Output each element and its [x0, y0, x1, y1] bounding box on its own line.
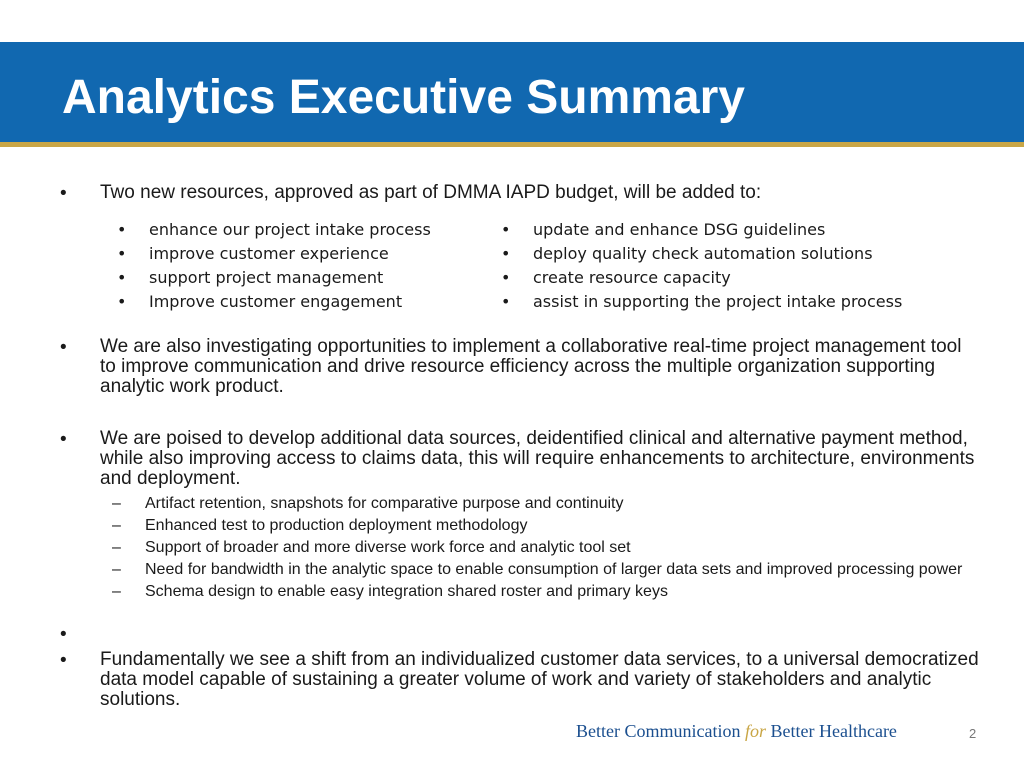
- bullet-5-text: Fundamentally we see a shift from an individualized customer data services, to a universal democratized data model capable of sustaining a greater volume of work and variety of stakeholders and analytic solutions.: [100, 649, 979, 710]
- bullet-5-glyph: •: [60, 650, 67, 671]
- list-item: – Need for bandwidth in the analytic space to enable consumption of larger data sets and improved processing power: [112, 561, 963, 578]
- footer-tagline: Better Communication for Better Healthcare: [576, 721, 897, 741]
- list-item: • create resource capacity: [501, 268, 731, 287]
- slide-title: Analytics Executive Summary: [62, 71, 745, 124]
- list-item: • assist in supporting the project intake process: [501, 292, 903, 311]
- bullet-2-text: We are also investigating opportunities to implement a collaborative real-time project management tool to improve communication and drive resource efficiency across the multiple organization supporting analytic work product.: [100, 336, 962, 397]
- list-item: – Artifact retention, snapshots for comparative purpose and continuity: [112, 495, 624, 512]
- list-item: – Schema design to enable easy integration shared roster and primary keys: [112, 583, 668, 600]
- bullet-3-text: We are poised to develop additional data sources, deidentified clinical and alternative payment method, while also improving access to claims data, this will require enhancements to architecture, environments and deployment.: [100, 428, 975, 489]
- list-item: • Improve customer engagement: [117, 292, 403, 311]
- list-item: • improve customer experience: [117, 244, 389, 263]
- list-item: • deploy quality check automation solutions: [501, 244, 873, 263]
- list-item: – Enhanced test to production deployment methodology: [112, 517, 528, 534]
- bullet-1-col-1: [117, 218, 431, 314]
- bullet-3-glyph: •: [60, 429, 67, 450]
- bullet-1-text: Two new resources, approved as part of DMMA IAPD budget, will be added to:: [100, 182, 762, 203]
- bullet-4-glyph: •: [60, 624, 67, 645]
- list-item: • update and enhance DSG guidelines: [501, 220, 826, 239]
- list-item: • enhance our project intake process: [117, 220, 431, 239]
- bullet-1-col-2: [501, 218, 902, 314]
- title-underline: [0, 142, 1024, 147]
- bullet-2-glyph: •: [60, 337, 67, 358]
- list-item: – Support of broader and more diverse work force and analytic tool set: [112, 539, 631, 556]
- list-item: • support project management: [117, 268, 384, 287]
- bullet-3-sublist: [112, 493, 972, 603]
- bullet-1-glyph: •: [60, 183, 67, 204]
- page-number: 2: [969, 726, 977, 741]
